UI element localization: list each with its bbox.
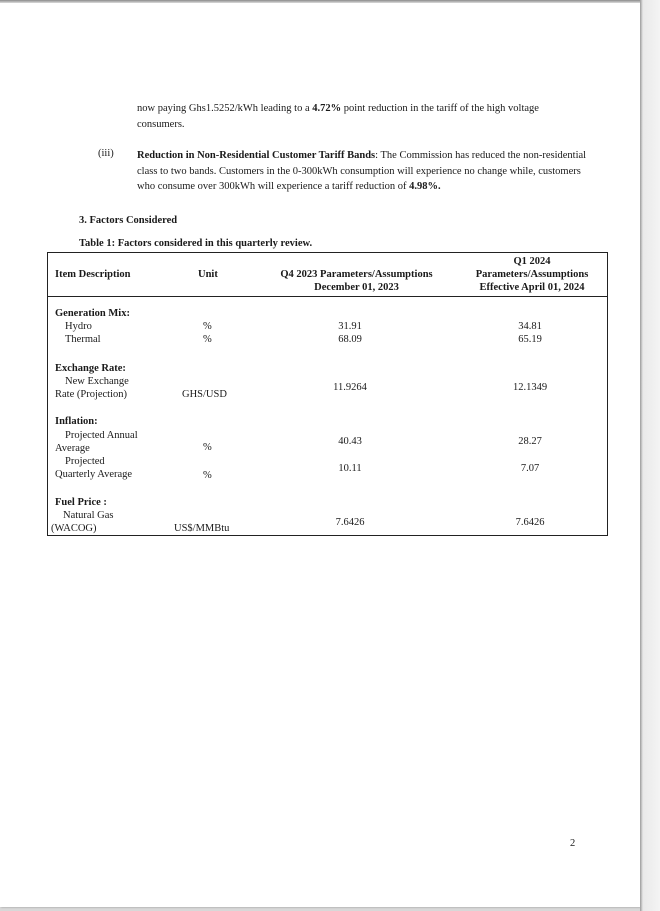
exchange-unit: GHS/USD	[182, 389, 227, 400]
quarterly-label-line1: Projected	[65, 456, 105, 467]
hydro-unit: %	[203, 321, 212, 332]
annual-q4: 40.43	[338, 436, 362, 447]
annual-label-line2: Average	[55, 443, 90, 454]
factors-table	[47, 252, 608, 536]
header-q1-line1: Q1 2024	[513, 256, 551, 267]
hydro-label: Hydro	[65, 321, 92, 332]
bold-percentage: 4.72%	[312, 103, 342, 114]
bold-percentage: 4.98%.	[409, 181, 441, 192]
header-unit: Unit	[198, 269, 218, 280]
fuel-label-line2: (WACOG)	[51, 523, 97, 534]
list-number: (iii)	[98, 148, 114, 159]
paragraph-heading: Reduction in Non-Residential Customer Tariff Bands	[137, 150, 376, 161]
annual-label-line1: Projected Annual	[65, 430, 138, 441]
header-q1-line3: Effective April 01, 2024	[479, 282, 585, 293]
thermal-q4: 68.09	[338, 334, 362, 345]
paragraph-text: point reduction in the tariff of the high voltage consumers.	[137, 103, 539, 130]
paragraph-text: : The Commission has reduced the non-residential class to two bands. Customers in the 0-300kWh consumption will experience no change while, customers who consume over 300kWh will experience a tariff reduction of	[137, 150, 587, 192]
exchange-label-line2: Rate (Projection)	[55, 389, 128, 400]
hydro-q1: 34.81	[518, 321, 542, 332]
annual-unit: %	[203, 442, 212, 453]
paragraph-high-voltage	[137, 101, 587, 132]
exchange-q1: 12.1349	[512, 382, 548, 393]
quarterly-label-line2: Quarterly Average	[55, 469, 133, 480]
quarterly-q4: 10.11	[338, 463, 362, 474]
fuel-q4: 7.6426	[335, 517, 365, 528]
exchange-q4: 11.9264	[333, 382, 367, 393]
header-q4-line2: December 01, 2023	[314, 282, 399, 293]
page-number: 2	[570, 838, 576, 849]
thermal-label: Thermal	[65, 334, 101, 345]
header-divider	[47, 296, 608, 297]
annual-q1: 28.27	[518, 436, 542, 447]
quarterly-q1: 7.07	[520, 463, 540, 474]
scan-edge-right	[640, 0, 660, 911]
fuel-label-line1: Natural Gas	[63, 510, 114, 521]
table-caption: Table 1: Factors considered in this quarterly review.	[79, 238, 313, 249]
fuel-unit: US$/MMBtu	[174, 523, 230, 534]
fuel-q1: 7.6426	[515, 517, 545, 528]
header-item: Item Description	[55, 269, 131, 280]
inflation-title: Inflation:	[55, 416, 98, 427]
thermal-q1: 65.19	[518, 334, 542, 345]
thermal-unit: %	[203, 334, 212, 345]
hydro-q4: 31.91	[338, 321, 362, 332]
exchange-label-line1: New Exchange	[65, 376, 129, 387]
quarterly-unit: %	[203, 470, 212, 481]
exchange-title: Exchange Rate:	[55, 363, 126, 374]
header-q1-line2: Parameters/Assumptions	[475, 269, 589, 280]
paragraph-non-residential	[137, 148, 587, 195]
section-title: 3. Factors Considered	[79, 215, 178, 226]
scan-edge-top	[0, 0, 660, 3]
generation-title: Generation Mix:	[55, 308, 130, 319]
fuel-title: Fuel Price :	[55, 497, 107, 508]
paragraph-text: now paying Ghs1.5252/kWh leading to a	[137, 103, 313, 114]
header-q4-line1: Q4 2023 Parameters/Assumptions	[280, 269, 433, 280]
